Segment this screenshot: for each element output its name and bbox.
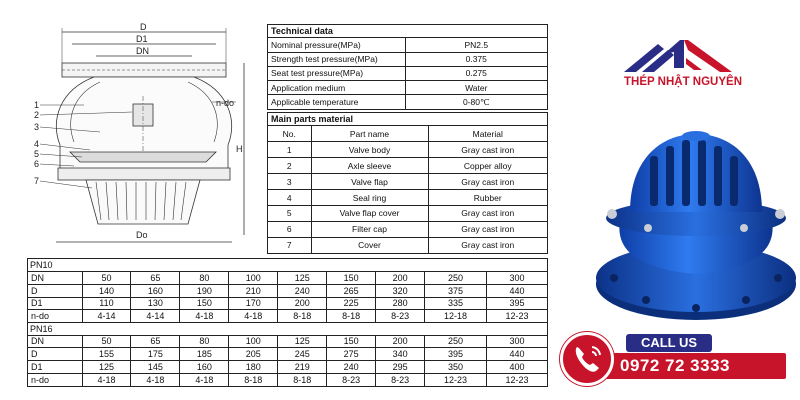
dims-cell: 280 [376, 297, 425, 310]
dims-row [28, 361, 547, 374]
dims-cell: 4-18 [82, 373, 131, 386]
dims-cell: 150 [180, 297, 229, 310]
brand-name: THÉP NHẬT NGUYÊN [624, 76, 742, 88]
part-name: Filter cap [311, 221, 428, 237]
main-parts-title: Main parts material [268, 113, 547, 126]
part-number: 2 [268, 158, 311, 174]
tech-key: Seat test pressure(MPa) [268, 66, 405, 80]
roof-logo-icon [624, 38, 734, 74]
dims-cell: 205 [229, 348, 278, 361]
parts-row [268, 237, 547, 253]
dims-cell: 160 [180, 361, 229, 374]
part-number: 5 [268, 205, 311, 221]
dims-cell: 200 [376, 335, 425, 348]
dims-cell: 50 [82, 335, 131, 348]
part-material: Gray cast iron [428, 205, 547, 221]
main-parts-table [267, 112, 548, 254]
dim-ndo-label: n-do [216, 98, 235, 108]
dims-cell: 8-18 [327, 310, 376, 323]
parts-row [268, 190, 547, 206]
dims-cell: 170 [229, 297, 278, 310]
callout-4: 4 [34, 139, 40, 149]
dims-cell: 12-23 [486, 373, 547, 386]
callout-7: 7 [34, 176, 40, 186]
part-name: Cover [311, 237, 428, 253]
tech-row [268, 52, 547, 66]
dims-row-label: D1 [28, 297, 82, 310]
valve-section-drawing [0, 20, 262, 252]
tech-value: 0.375 [405, 52, 547, 66]
dims-cell: 350 [425, 361, 487, 374]
parts-row [268, 158, 547, 174]
dims-row [28, 310, 547, 323]
part-number: 7 [268, 237, 311, 253]
dims-cell: 155 [82, 348, 131, 361]
dims-cell: 265 [327, 284, 376, 297]
dims-cell: 100 [229, 272, 278, 285]
dims-cell: 300 [486, 272, 547, 285]
dims-cell: 65 [131, 335, 180, 348]
phone-number[interactable]: 0972 72 3333 [620, 356, 730, 375]
parts-header-no: No. [268, 126, 311, 142]
brand-logo [624, 38, 800, 96]
tech-value: PN2.5 [464, 39, 489, 50]
dims-cell: 200 [376, 272, 425, 285]
dims-row [28, 373, 547, 386]
dims-cell: 150 [327, 335, 376, 348]
technical-data-title: Technical data [268, 25, 547, 38]
dims-cell: 4-18 [180, 373, 229, 386]
dims-cell: 225 [327, 297, 376, 310]
dims-cell: 240 [278, 284, 327, 297]
dims-cell: 65 [131, 272, 180, 285]
dims-cell: 4-14 [82, 310, 131, 323]
dims-cell: 375 [425, 284, 487, 297]
dims-cell: 240 [327, 361, 376, 374]
part-name: Valve body [311, 142, 428, 158]
tech-row [268, 38, 547, 52]
dims-row [28, 284, 547, 297]
dims-row-label: D [28, 348, 82, 361]
dims-cell: 335 [425, 297, 487, 310]
pressure-group-row [28, 259, 547, 272]
callout-6: 6 [34, 159, 40, 169]
tech-key: Nominal pressure(MPa) [268, 38, 405, 52]
dims-cell: 160 [131, 284, 180, 297]
part-material: Copper alloy [428, 158, 547, 174]
call-us-banner[interactable] [560, 330, 786, 390]
tech-row [268, 95, 547, 109]
part-name: Valve flap [311, 174, 428, 190]
dims-row-label: DN [28, 335, 82, 348]
callout-2: 2 [34, 110, 40, 120]
dims-row-label: n-do [28, 373, 82, 386]
dims-row [28, 348, 547, 361]
pressure-group-row [28, 322, 547, 335]
part-number: 1 [268, 142, 311, 158]
part-material: Gray cast iron [428, 142, 547, 158]
tech-value: Water [405, 81, 547, 95]
dims-cell: 340 [376, 348, 425, 361]
tech-key: Applicable temperature [268, 95, 405, 109]
dim-d1-label: D1 [136, 34, 148, 44]
dims-cell: 400 [486, 361, 547, 374]
parts-row [268, 205, 547, 221]
dims-cell: 140 [82, 284, 131, 297]
dimensions-table [27, 258, 548, 387]
parts-row [268, 142, 547, 158]
dims-cell: 4-18 [131, 373, 180, 386]
dims-row [28, 272, 547, 285]
parts-row [268, 221, 547, 237]
dims-cell: 110 [82, 297, 131, 310]
dims-cell: 210 [229, 284, 278, 297]
dims-cell: 145 [131, 361, 180, 374]
tech-value: 0-80℃ [405, 95, 547, 109]
dims-cell: 4-18 [180, 310, 229, 323]
dims-cell: 12-23 [425, 373, 487, 386]
dims-cell: 12-18 [425, 310, 487, 323]
dims-cell: 180 [229, 361, 278, 374]
phone-icon [563, 335, 611, 383]
dims-cell: 150 [327, 272, 376, 285]
callout-3: 3 [34, 122, 40, 132]
dims-row-label: D1 [28, 361, 82, 374]
dims-cell: 8-23 [376, 373, 425, 386]
dims-cell: 125 [278, 272, 327, 285]
dims-cell: 4-18 [229, 310, 278, 323]
dim-dn-label: DN [136, 46, 149, 56]
part-material: Gray cast iron [428, 237, 547, 253]
dims-cell: 8-23 [327, 373, 376, 386]
pressure-group-label: PN10 [30, 260, 53, 271]
dims-cell: 130 [131, 297, 180, 310]
dims-cell: 395 [425, 348, 487, 361]
dims-row-label: DN [28, 272, 82, 285]
dim-do-label: Do [136, 230, 148, 240]
dims-cell: 175 [131, 348, 180, 361]
dims-cell: 295 [376, 361, 425, 374]
dims-cell: 185 [180, 348, 229, 361]
dims-cell: 300 [486, 335, 547, 348]
dim-h-label: H [236, 144, 243, 154]
part-number: 4 [268, 190, 311, 206]
dims-cell: 12-23 [486, 310, 547, 323]
tech-row [268, 81, 547, 95]
dims-cell: 50 [82, 272, 131, 285]
dims-cell: 200 [278, 297, 327, 310]
callout-1: 1 [34, 100, 40, 110]
dims-cell: 250 [425, 335, 487, 348]
dims-cell: 125 [82, 361, 131, 374]
part-number: 6 [268, 221, 311, 237]
dims-cell: 440 [486, 284, 547, 297]
dims-row-label: D [28, 284, 82, 297]
dims-cell: 245 [278, 348, 327, 361]
dims-cell: 440 [486, 348, 547, 361]
dims-cell: 190 [180, 284, 229, 297]
part-name: Valve flap cover [311, 205, 428, 221]
dims-cell: 80 [180, 335, 229, 348]
tech-value: 0.275 [405, 66, 547, 80]
dims-row [28, 297, 547, 310]
pressure-group-label: PN16 [28, 322, 547, 335]
technical-data-table [267, 24, 548, 110]
dims-cell: 320 [376, 284, 425, 297]
dims-cell: 8-18 [278, 373, 327, 386]
part-number: 3 [268, 174, 311, 190]
tech-row [268, 66, 547, 80]
part-material: Rubber [428, 190, 547, 206]
parts-header-row [268, 126, 547, 142]
part-name: Seal ring [311, 190, 428, 206]
dims-cell: 275 [327, 348, 376, 361]
dims-cell: 250 [425, 272, 487, 285]
dims-cell: 395 [486, 297, 547, 310]
part-name: Axle sleeve [311, 158, 428, 174]
parts-row [268, 174, 547, 190]
dims-cell: 8-18 [278, 310, 327, 323]
dims-row-label: n-do [28, 310, 82, 323]
dims-cell: 125 [278, 335, 327, 348]
dims-cell: 100 [229, 335, 278, 348]
call-us-label: CALL US [640, 335, 698, 350]
dims-cell: 219 [278, 361, 327, 374]
part-material: Gray cast iron [428, 174, 547, 190]
dims-cell: 4-14 [131, 310, 180, 323]
phone-icon-badge [560, 332, 614, 386]
tech-key: Strength test pressure(MPa) [268, 52, 405, 66]
dims-cell: 8-23 [376, 310, 425, 323]
part-material: Gray cast iron [428, 221, 547, 237]
dim-d-label: D [140, 22, 147, 32]
parts-header-name: Part name [311, 126, 428, 142]
dims-cell: 8-18 [229, 373, 278, 386]
foot-valve-image [586, 128, 798, 326]
dims-cell: 80 [180, 272, 229, 285]
callout-5: 5 [34, 149, 40, 159]
tech-key: Application medium [268, 81, 405, 95]
parts-header-material: Material [472, 128, 503, 139]
dims-row [28, 335, 547, 348]
